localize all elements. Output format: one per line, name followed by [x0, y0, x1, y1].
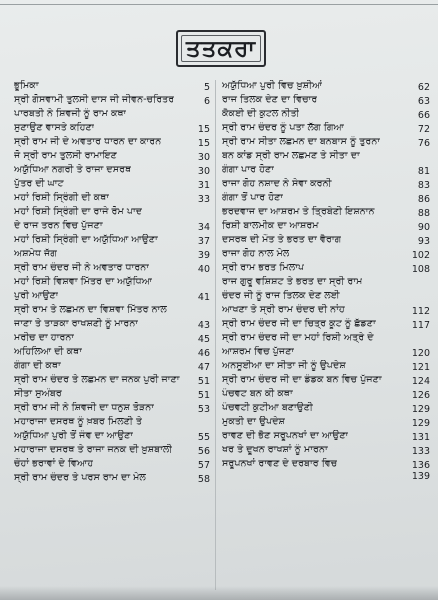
toc-entry-title: ਭਰਦਵਾਜ ਦਾ ਆਸ਼ਰਮ ਤੇ ਤ੍ਰਿਬੇਣੀ ਇਸ਼ਨਾਨ [222, 206, 375, 217]
toc-entry-page: 66 [417, 110, 430, 121]
toc-entry-title: ਗੰਗਾ ਪਾਰ ਹੋਣਾ [222, 164, 274, 175]
toc-entry-page: 129 [411, 418, 430, 429]
toc-entry-page: 90 [417, 222, 430, 233]
toc-entry-title: ਮਹਾਰਾਜਾ ਦਸਰਥ ਨੂੰ ਖ਼ਬਰ ਮਿਲਣੀ ਤੇ [14, 416, 143, 427]
toc-entry [14, 472, 210, 486]
toc-entry-title: ਮਹਾਂ ਰਿਸ਼ੀ ਸ੍ਰਿੰਗੀ ਦੀ ਕਥਾ [14, 192, 110, 203]
toc-entry-title: ਪੁਰੀ ਆਉਣਾ [14, 290, 59, 301]
toc-entry-title: ਸੁਣਾਉਣ ਵਾਸਤੇ ਕਹਿਣਾ [14, 122, 95, 133]
toc-entry-title: ਜਾਣਾ ਤੇ ਤਾੜਕਾ ਰਾਖਸ਼ਣੀ ਨੂੰ ਮਾਰਨਾ [14, 318, 139, 329]
toc-entry-page: 124 [411, 376, 430, 387]
toc-entry [222, 430, 430, 444]
toc-entry-title: ਪਾਰਬਤੀ ਨੇ ਸ਼ਿਵਜੀ ਨੂੰ ਰਾਮ ਕਥਾ [14, 108, 127, 119]
toc-entry [14, 318, 210, 332]
toc-entry [222, 332, 430, 346]
toc-entry-title: ਸ੍ਰੀ ਗੋਸਵਾਮੀ ਤੁਲਸੀ ਦਾਸ ਜੀ ਜੀਵਨ-ਚਰਿਤਰ [14, 94, 175, 105]
toc-entry-page: 72 [417, 124, 430, 135]
toc-entry-title: ਸ੍ਰੀ ਰਾਮ ਚੰਦਰ ਜੀ ਦਾ ਡੰਡਕ ਬਨ ਵਿਚ ਪੁੱਜਣਾ [222, 374, 382, 385]
toc-entry [14, 458, 210, 472]
toc-entry [222, 150, 430, 164]
toc-entry [222, 206, 430, 220]
toc-entry-title: ਖਰ ਤੇ ਦੂਖਨ ਰਾਖਸ਼ਾਂ ਨੂੰ ਮਾਰਨਾ [222, 444, 328, 455]
toc-entry-title: ਸ੍ਰੀ ਰਾਮ ਸੀਤਾ ਲਛਮਨ ਦਾ ਬਨਬਾਸ ਨੂੰ ਤੁਰਨਾ [222, 136, 381, 147]
toc-entry [14, 290, 210, 304]
toc-entry-page: 40 [197, 264, 210, 275]
toc-entry-title: ਰਾਵਣ ਦੀ ਭੈਣ ਸਰੂਪਨਖਾਂ ਦਾ ਆਉਣਾ [222, 430, 349, 441]
toc-entry-page: 120 [411, 348, 430, 359]
toc-entry [222, 262, 430, 276]
toc-entry [14, 234, 210, 248]
toc-entry [14, 430, 210, 444]
toc-entry [222, 164, 430, 178]
toc-entry-title: ਗੰਗਾ ਤੋਂ ਪਾਰ ਹੋਣਾ [222, 192, 284, 203]
toc-entry-title: ਸਰੂਪਨਖਾਂ ਰਾਵਣ ਦੇ ਦਰਬਾਰ ਵਿਚ [222, 458, 338, 469]
toc-entry [14, 304, 210, 318]
toc-entry-title: ਸ੍ਰੀ ਰਾਮ ਜੀ ਦੇ ਅਵਤਾਰ ਧਾਰਨ ਦਾ ਕਾਰਨ [14, 136, 162, 147]
toc-entry-page: 63 [417, 96, 430, 107]
toc-entry-page: 86 [417, 194, 430, 205]
toc-entry-title: ਮਹਾਂ ਰਿਸ਼ੀ ਸ੍ਰਿੰਗੀ ਦਾ ਰਾਜੇ ਰੋਮ ਪਾਦ [14, 206, 143, 217]
toc-entry-title: ਜੋ ਸ੍ਰੀ ਰਾਮ ਤੁਲਸੀ ਰਾਮਾਇਣ [14, 150, 117, 161]
toc-entry-title: ਰਾਜਾ ਗੋਹ ਨਾਲ ਮੇਲ [222, 248, 290, 259]
page-title: ਤਤਕਰਾ [176, 30, 266, 67]
toc-entry [14, 136, 210, 150]
toc-entry-title: ਅਹਿਲਿਆ ਦੀ ਕਥਾ [14, 346, 82, 357]
toc-entry-title: ਦਸਰਥ ਦੀ ਮੌਤ ਤੇ ਭਰਤ ਦਾ ਵੈਰਾਗ [222, 234, 342, 245]
toc-entry-page: 88 [417, 208, 430, 219]
toc-entry [222, 290, 430, 304]
toc-entry-title: ਪੰਚਵਟੀ ਕੁਟੀਆ ਬਣਾਉਣੀ [222, 402, 313, 413]
toc-entry-title: ਗੰਗਾ ਦੀ ਕਥਾ [14, 360, 61, 371]
toc-entry-page: 45 [197, 334, 210, 345]
toc-entry [14, 416, 210, 430]
toc-entry-title: ਸ੍ਰੀ ਰਾਮ ਚੰਦਰ ਜੀ ਦਾ ਚਿਤ੍ਰ ਕੂਟ ਨੂੰ ਛੱਡਣਾ [222, 318, 376, 329]
toc-entry-page: 30 [197, 152, 210, 163]
toc-entry-page: 133 [411, 446, 430, 457]
toc-entry-title: ਅਸ਼ਮੇਧ ਜੱਗ [14, 248, 57, 259]
toc-entry [222, 444, 430, 458]
toc-entry [14, 388, 210, 402]
toc-entry [14, 178, 210, 192]
toc-entry-title: ਮਰੀਚ ਦਾ ਹਾਰਨਾ [14, 332, 75, 343]
toc-entry-page: 37 [197, 236, 210, 247]
toc-entry-title: ਚੌਹਾਂ ਭਰਾਵਾਂ ਦੇ ਵਿਆਹ [14, 458, 94, 469]
toc-entry-title: ਰਾਜ ਤਿਲਕ ਦੇਣ ਦਾ ਵਿਚਾਰ [222, 94, 318, 105]
column-divider [215, 80, 216, 590]
toc-entry-page: 121 [411, 362, 430, 373]
toc-entry [14, 80, 210, 94]
toc-entry-page: 33 [197, 194, 210, 205]
toc-entry-title: ਅਯੁੱਧਿਆ ਨਗਰੀ ਤੇ ਰਾਜਾ ਦਸਰਥ [14, 164, 132, 175]
toc-entry-page: 81 [417, 166, 430, 177]
toc-entry-title: ਸ੍ਰੀ ਰਾਮ ਭਰਤ ਮਿਲਾਪ [222, 262, 305, 273]
toc-entry-page: 15 [197, 124, 210, 135]
toc-entry [222, 122, 430, 136]
toc-entry-page: 5 [203, 82, 210, 93]
toc-entry-title: ਰਿਸ਼ੀ ਬਾਲਮੀਕ ਦਾ ਆਸ਼ਰਮ [222, 220, 319, 231]
toc-entry [14, 374, 210, 388]
toc-entry [222, 80, 430, 94]
toc-entry [222, 374, 430, 388]
toc-entry-title: ਸ੍ਰੀ ਰਾਮ ਚੰਦਰ ਤੇ ਲਛਮਨ ਦਾ ਜਨਕ ਪੁਰੀ ਜਾਣਾ [14, 374, 180, 385]
toc-entry-page: 112 [411, 306, 430, 317]
toc-entry-page: 83 [417, 180, 430, 191]
toc-entry-page: 43 [197, 320, 210, 331]
toc-entry [222, 402, 430, 416]
toc-entry-page: 51 [197, 390, 210, 401]
toc-entry-title: ਪੁੱਤਰ ਦੀ ਘਾਟ [14, 178, 64, 189]
toc-entry-title: ਮਹਾਂ ਰਿਸ਼ੀ ਸ੍ਰਿੰਗੀ ਦਾ ਅਯੁੱਧਿਆ ਆਉਣਾ [14, 234, 158, 245]
toc-entry-page: 55 [197, 432, 210, 443]
toc-entry-page: 126 [411, 390, 430, 401]
toc-entry [14, 262, 210, 276]
toc-entry [14, 444, 210, 458]
toc-entry [222, 388, 430, 402]
toc-entry-title: ਸ੍ਰੀ ਰਾਮ ਚੰਦਰ ਜੀ ਦਾ ਮਹਾਂ ਰਿਸ਼ੀ ਅਤ੍ਰੇ ਦੇ [222, 332, 374, 343]
toc-entry [222, 192, 430, 206]
toc-entry [222, 136, 430, 150]
toc-entry-title: ਰਾਜ ਗੁਰੂ ਵਸ਼ਿਸ਼ਟ ਤੇ ਭਰਤ ਦਾ ਸ੍ਰੀ ਰਾਮ [222, 276, 363, 287]
toc-entry [222, 276, 430, 290]
toc-entry [14, 402, 210, 416]
toc-entry-page: 129 [411, 404, 430, 415]
toc-entry-page: 117 [411, 320, 430, 331]
toc-entry-title: ਕੈਕਈ ਦੀ ਕੁਟਲ ਨੀਤੀ [222, 108, 300, 119]
toc-entry [222, 346, 430, 360]
toc-entry [14, 220, 210, 234]
toc-entry [222, 94, 430, 108]
toc-entry-title: ਆਸ਼ਰਮ ਵਿਚ ਪੁੱਜਣਾ [222, 346, 295, 357]
toc-entry [14, 360, 210, 374]
toc-entry [222, 318, 430, 332]
toc-entry [222, 304, 430, 318]
toc-entry-page: 131 [411, 432, 430, 443]
toc-entry-page: 76 [417, 138, 430, 149]
toc-entry [222, 178, 430, 192]
toc-entry [14, 206, 210, 220]
toc-entry [222, 360, 430, 374]
toc-entry-page: 51 [197, 376, 210, 387]
toc-entry-title: ਮਹਾਂ ਰਿਸ਼ੀ ਵਿਸ਼ਵਾ ਮਿੱਤਰ ਦਾ ਅਯੁੱਧਿਆ [14, 276, 153, 287]
toc-entry-title: ਸੀਤਾ ਸੁਅੰਬਰ [14, 388, 62, 399]
toc-entry-page: 6 [203, 96, 210, 107]
toc-entry-page: 47 [197, 362, 210, 373]
toc-entry [222, 472, 430, 483]
toc-entry [14, 248, 210, 262]
toc-entry-page: 34 [197, 222, 210, 233]
toc-entry-page: 46 [197, 348, 210, 359]
toc-entry-page: 30 [197, 166, 210, 177]
toc-entry [222, 108, 430, 122]
toc-entry [14, 94, 210, 108]
toc-entry-title: ਪੰਚਵਟ ਬਨ ਕੀ ਕਥਾ [222, 388, 293, 399]
toc-entry-page: 31 [197, 180, 210, 191]
toc-entry [14, 192, 210, 206]
toc-entry [222, 220, 430, 234]
toc-entry-page: 139 [411, 471, 430, 482]
toc-left-column [14, 80, 210, 486]
toc-entry [222, 416, 430, 430]
toc-entry [14, 150, 210, 164]
toc-entry [222, 234, 430, 248]
toc-entry-page: 62 [417, 82, 430, 93]
toc-entry-page: 53 [197, 404, 210, 415]
toc-entry-title: ਆਖਣਾ ਤੇ ਸ੍ਰੀ ਰਾਮ ਚੰਦਰ ਦੀ ਨਾਂਹ [222, 304, 345, 315]
toc-entry [14, 108, 210, 122]
toc-entry-title: ਸ੍ਰੀ ਰਾਮ ਚੰਦਰ ਨੂੰ ਪਤਾ ਲੱਗ ਗਿਆ [222, 122, 344, 133]
toc-entry [14, 332, 210, 346]
page-edge-shadow [0, 586, 438, 600]
toc-entry-title: ਅਯੁੱਧਿਆ ਪੁਰੀ ਤੋਂ ਜੰਞ ਦਾ ਆਉਣਾ [14, 430, 134, 441]
toc-entry-page: 56 [197, 446, 210, 457]
toc-entry-page: 57 [197, 460, 210, 471]
toc-entry [14, 346, 210, 360]
toc-entry-page: 39 [197, 250, 210, 261]
toc-entry [14, 276, 210, 290]
toc-entry-title: ਰਾਜਾ ਗੋਹ ਨਸ਼ਾਦ ਨੇ ਸੇਵਾ ਕਰਨੀ [222, 178, 332, 189]
top-rule [0, 4, 438, 5]
toc-entry-title: ਚੰਦਰ ਜੀ ਨੂੰ ਰਾਜ ਤਿਲਕ ਦੇਣ ਲਈ [222, 290, 340, 301]
toc-entry-page: 15 [197, 138, 210, 149]
toc-entry [222, 458, 430, 472]
toc-entry-title: ਸ੍ਰੀ ਰਾਮ ਜੀ ਨੇ ਸ਼ਿਵਜੀ ਦਾ ਧਨੁਸ਼ ਤੋੜਨਾ [14, 402, 155, 413]
toc-entry [14, 164, 210, 178]
toc-entry-title: ਬਨ ਕਾਂਡ ਸ੍ਰੀ ਰਾਮ ਲਛਮਣ ਤੇ ਸੀਤਾ ਦਾ [222, 150, 360, 161]
toc-entry-page: 41 [197, 292, 210, 303]
toc-entry-page: 108 [411, 264, 430, 275]
toc-entry-title: ਮੁਕਤੀ ਦਾ ਉਪਦੇਸ਼ [222, 416, 285, 427]
toc-entry-page: 136 [411, 460, 430, 471]
toc-entry-title: ਅਨਸੂਈਆ ਦਾ ਸੀਤਾ ਜੀ ਨੂੰ ਉਪਦੇਸ਼ [222, 360, 346, 371]
toc-entry-title: ਸ੍ਰੀ ਰਾਮ ਚੰਦਰ ਜੀ ਨੇ ਅਵਤਾਰ ਧਾਰਨਾ [14, 262, 150, 273]
toc-entry-title: ਦੇ ਰਾਜ ਤਰਨ ਵਿਚ ਪੁੱਜਣਾ [14, 220, 103, 231]
toc-entry-page: 93 [417, 236, 430, 247]
toc-entry-title: ਅਯੁੱਧਿਆ ਪੁਰੀ ਵਿਚ ਖ਼ੁਸ਼ੀਆਂ [222, 80, 323, 91]
toc-entry-title: ਸ੍ਰੀ ਰਾਮ ਤੇ ਲਛਮਨ ਦਾ ਵਿਸ਼ਵਾ ਮਿੱਤਰ ਨਾਲ [14, 304, 167, 315]
toc-entry-page: 58 [197, 474, 210, 485]
toc-entry-title: ਮਹਾਰਾਜਾ ਦਸਰਥ ਤੇ ਰਾਜਾ ਜਨਕ ਦੀ ਖ਼ੁਸ਼ਬਾਲੀ [14, 444, 173, 455]
toc-entry-title: ਸ੍ਰੀ ਰਾਮ ਚੰਦਰ ਤੇ ਪਰਸ ਰਾਮ ਦਾ ਮੇਲ [14, 472, 146, 483]
toc-entry [14, 122, 210, 136]
toc-entry [222, 248, 430, 262]
toc-entry-page: 102 [411, 250, 430, 261]
toc-right-column [222, 80, 430, 483]
toc-entry-title: ਭੂਮਿਕਾ [14, 80, 39, 91]
